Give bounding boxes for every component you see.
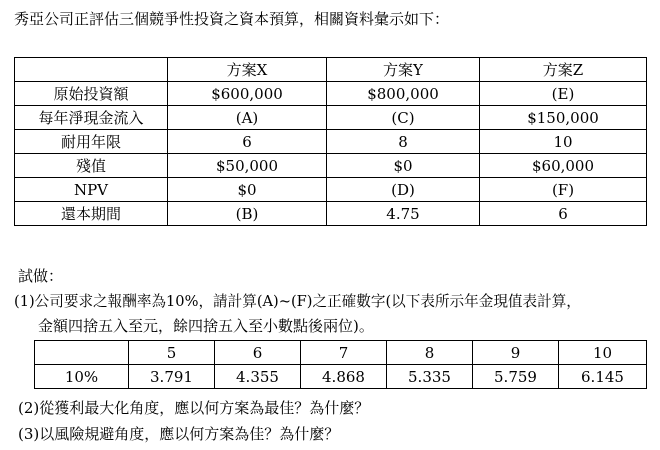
rate-cell: 10% (35, 365, 129, 389)
table-cell: (F) (480, 178, 647, 202)
annuity-pv-table (34, 340, 647, 389)
table-row (15, 106, 647, 130)
table-cell: 10 (480, 130, 647, 154)
row-label: 殘值 (15, 154, 168, 178)
table-cell: (E) (480, 82, 647, 106)
table-cell: (A) (168, 106, 327, 130)
header-cell-plan-z: 方案Z (480, 58, 647, 82)
question-1-line-2: 金額四捨五入至元，餘四捨五入至小數點後兩位)。 (38, 317, 374, 335)
table-cell: 4.355 (215, 365, 301, 389)
table-cell: $600,000 (168, 82, 327, 106)
table-cell: 3.791 (129, 365, 215, 389)
table-cell: $800,000 (327, 82, 480, 106)
table-row (15, 178, 647, 202)
row-label: 耐用年限 (15, 130, 168, 154)
table-cell: (D) (327, 178, 480, 202)
capital-budget-table (14, 57, 647, 226)
table-row (15, 130, 647, 154)
table-cell: $0 (168, 178, 327, 202)
table-cell: 6.145 (559, 365, 647, 389)
header-cell-period: 9 (473, 341, 559, 365)
row-label: 還本期間 (15, 202, 168, 226)
table-cell: $60,000 (480, 154, 647, 178)
row-label: 原始投資額 (15, 82, 168, 106)
table-cell: 5.335 (387, 365, 473, 389)
header-cell-period: 10 (559, 341, 647, 365)
header-cell-period: 7 (301, 341, 387, 365)
table-cell: 8 (327, 130, 480, 154)
question-3: (3)以風險規避角度，應以何方案為佳？為什麼？ (18, 425, 340, 443)
question-2: (2)從獲利最大化角度，應以何方案為最佳？為什麼？ (18, 399, 370, 417)
table-cell: 6 (480, 202, 647, 226)
table-header-row (15, 58, 647, 82)
table-cell: $150,000 (480, 106, 647, 130)
header-cell-period: 8 (387, 341, 473, 365)
header-cell-period: 5 (129, 341, 215, 365)
question-1-line-1: (1)公司要求之報酬率為10%，請計算(A)~(F)之正確數字(以下表所示年金現值表計算， (14, 293, 581, 310)
header-cell-plan-x: 方案X (168, 58, 327, 82)
table-header-row (35, 341, 647, 365)
questions-label: 試做： (18, 267, 64, 285)
row-label: 每年淨現金流入 (15, 106, 168, 130)
header-cell-plan-y: 方案Y (327, 58, 480, 82)
row-label: NPV (15, 178, 168, 202)
table-cell: (B) (168, 202, 327, 226)
header-cell-blank (15, 58, 168, 82)
header-cell-blank (35, 341, 129, 365)
table-row (15, 202, 647, 226)
table-cell: $0 (327, 154, 480, 178)
intro-text: 秀亞公司正評估三個競爭性投資之資本預算，相關資料彙示如下： (14, 10, 450, 28)
table-cell: 6 (168, 130, 327, 154)
table-row (35, 365, 647, 389)
header-cell-period: 6 (215, 341, 301, 365)
table-row (15, 154, 647, 178)
table-cell: (C) (327, 106, 480, 130)
table-cell: 4.868 (301, 365, 387, 389)
table-cell: 4.75 (327, 202, 480, 226)
table-cell: $50,000 (168, 154, 327, 178)
table-cell: 5.759 (473, 365, 559, 389)
table-row (15, 82, 647, 106)
